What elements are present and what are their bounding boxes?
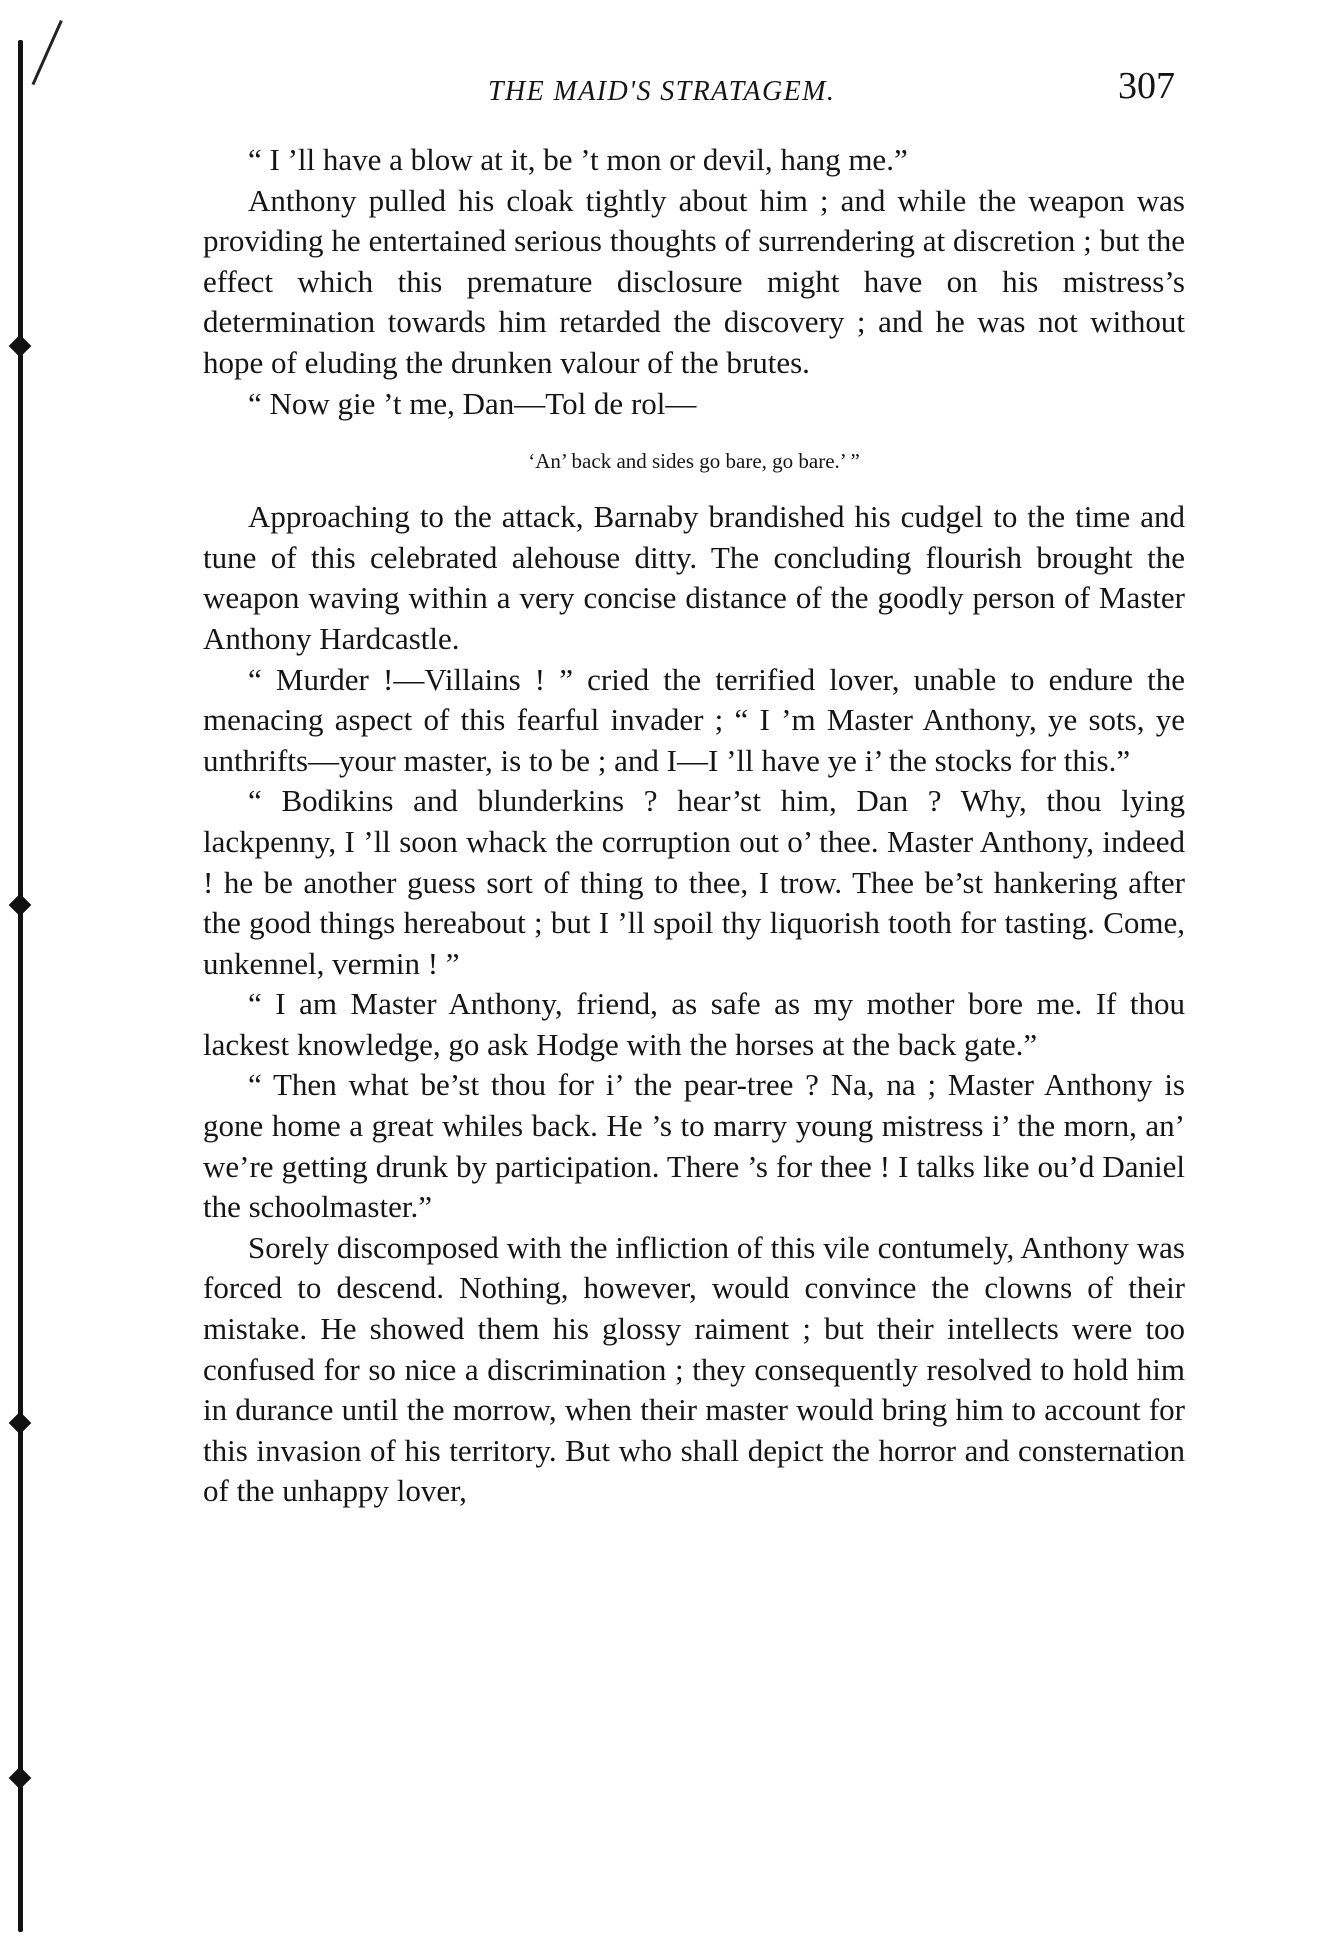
paragraph-8: “ Then what be’st thou for i’ the pear-tree ? Na, na ; Master Anthony is gone home a great whiles back. He ’s to marry young mistress i’ the morn, an’ we’re getting drunk by participation. There ’s for thee ! I talks like ou’d Daniel the schoolmaster.” <box>203 1067 1185 1225</box>
page-number: 307 <box>1118 65 1175 107</box>
paragraph-7: “ I am Master Anthony, friend, as safe as my mother bore me. If thou lackest knowledge, go ask Hodge with the horses at the back gate.” <box>203 986 1185 1062</box>
binding-mark <box>9 335 32 358</box>
paragraph-9: Sorely discomposed with the infliction of this vile contumely, Anthony was forced to descend. Nothing, however, would convince the clowns of their mistake. He showed them his glossy raiment ; but their intellects were too confused for so nice a discrimination ; they consequently resolved to hold him in durance until the morrow, when their master would bring him to account for this invasion of his territory. But who shall depict the horror and consternation of the unhappy lover, <box>203 1229 1185 1509</box>
paragraph-6: “ Bodikins and blunderkins ? hear’st him, Dan ? Why, thou lying lackpenny, I ’ll soon whack the corruption out o’ thee. Master Anthony, indeed ! he be another guess sort of thing to thee, I trow. Thee be’st hankering after the good things hereabout ; but I ’ll spoil thy liquorish tooth for tasting. Come, unkennel, vermin ! ” <box>203 783 1185 981</box>
page-corner-mark <box>32 20 63 85</box>
paragraph-3: “ Now gie ’t me, Dan—Tol de rol— <box>248 385 697 421</box>
page-binding-edge <box>18 40 23 1932</box>
paragraph-2: Anthony pulled his cloak tightly about him ; and while the weapon was providing he entertained serious thoughts of surrendering at discretion ; but the effect which this premature disclosure might have on his mistress’s determination towards him retarded the discovery ; and he was not without hope of eluding the drunken valour of the brutes. <box>203 182 1185 380</box>
binding-mark <box>9 1767 32 1790</box>
book-page-content <box>203 140 1185 1512</box>
paragraph-5: “ Murder !—Villains ! ” cried the terrified lover, unable to endure the menacing aspect of this fearful invader ; “ I ’m Master Anthony, ye sots, ye unthrifts—your master, is to be ; and I—I ’ll have ye i’ the stocks for this.” <box>203 661 1185 778</box>
binding-mark <box>9 894 32 917</box>
paragraph-1: “ I ’ll have a blow at it, be ’t mon or devil, hang me.” <box>248 142 908 177</box>
paragraph-4: Approaching to the attack, Barnaby brandished his cudgel to the time and tune of this celebrated alehouse ditty. The concluding flourish brought the weapon waving within a very concise distance of the goodly person of Master Anthony Hardcastle. <box>203 499 1185 656</box>
running-head: THE MAID'S STRATAGEM. <box>488 76 836 107</box>
binding-mark <box>9 1412 32 1435</box>
page-header <box>200 58 1180 118</box>
song-line: ‘An’ back and sides go bare, go bare.’ ” <box>528 449 860 474</box>
